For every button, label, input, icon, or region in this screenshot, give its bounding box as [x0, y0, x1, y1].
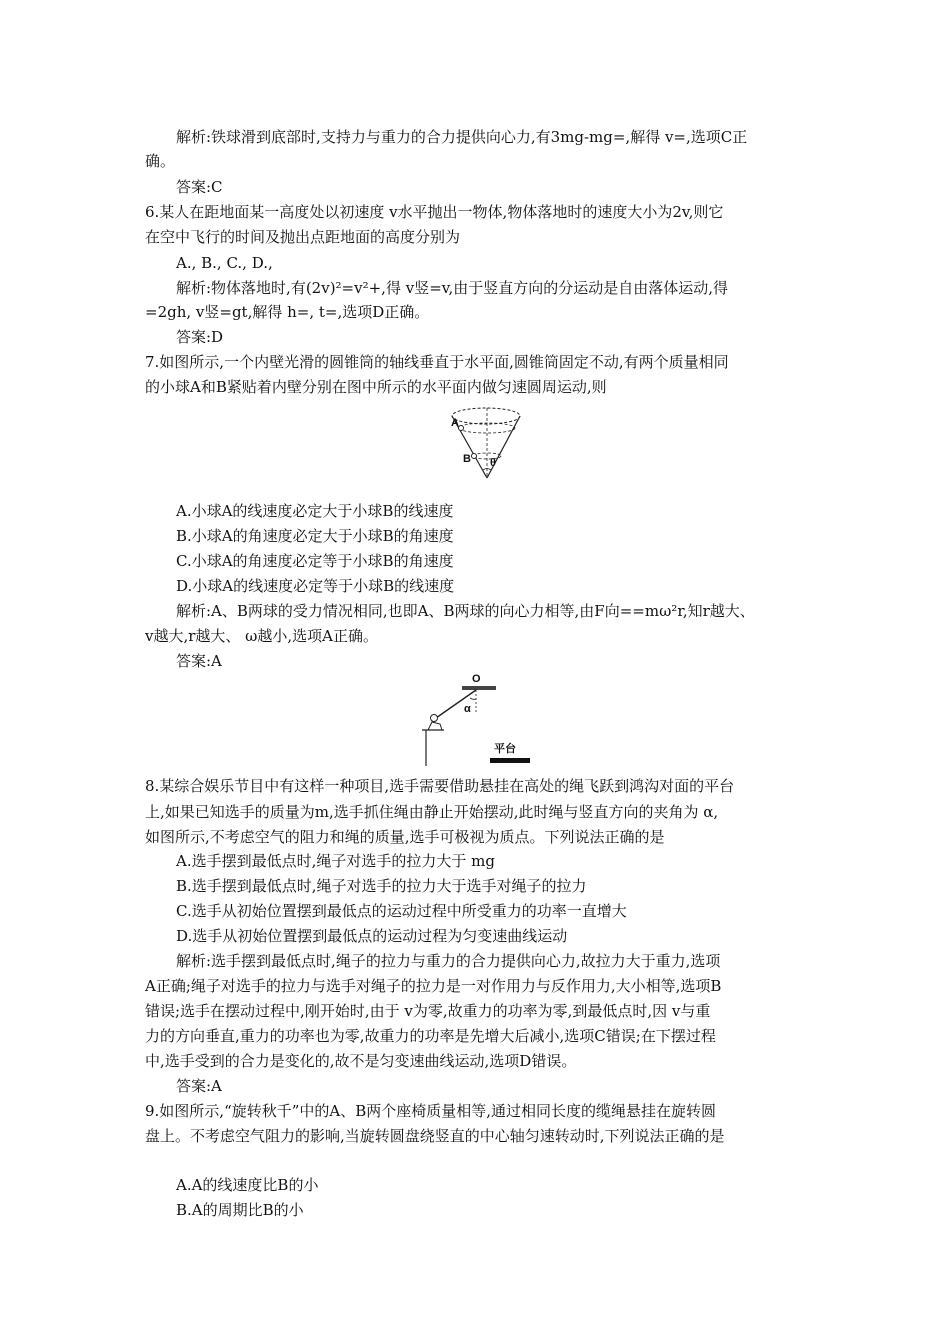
text-line-4: 6.某人在距地面某一高度处以初速度 v水平抛出一物体,物体落地时的速度大小为2v,则它 [145, 203, 724, 221]
player-body [428, 722, 442, 730]
label-o: O [472, 673, 481, 685]
label-b: B [463, 453, 471, 465]
text-line-13: B.小球A的角速度必定大于小球B的角速度 [176, 527, 454, 545]
text-line-14: C.小球A的角速度必定等于小球B的角速度 [176, 552, 454, 570]
alpha-arc [470, 698, 476, 699]
text-line-34: A.A的线速度比B的小 [176, 1176, 319, 1194]
player-head [431, 715, 438, 722]
text-line-6: A., B., C., D., [176, 254, 273, 272]
text-line-3: 答案:C [176, 178, 223, 196]
text-line-24: C.选手从初始位置摆到最低点的运动过程中所受重力的功率一直增大 [176, 902, 627, 920]
text-line-8: =2gh, v竖=gt,解得 h=, t=,选项D正确。 [145, 303, 430, 321]
text-line-27: A正确;绳子对选手的拉力与选手对绳子的拉力是一对作用力与反作用力,大小相等,选项B [145, 977, 722, 995]
cone-figure [448, 404, 524, 482]
target-platform [490, 758, 530, 763]
text-line-31: 答案:A [176, 1077, 222, 1095]
text-line-18: 答案:A [176, 652, 222, 670]
label-alpha: α [464, 703, 471, 715]
text-line-32: 9.如图所示,“旋转秋千”中的A、B两个座椅质量相等,通过相同长度的缆绳悬挂在旋转圆 [145, 1102, 717, 1120]
text-line-11: 的小球A和B紧贴着内壁分别在图中所示的水平面内做匀速圆周运动,则 [145, 378, 607, 396]
text-line-15: D.小球A的线速度必定等于小球B的线速度 [176, 577, 455, 595]
ball-b [472, 454, 477, 459]
text-line-10: 7.如图所示,一个内壁光滑的圆锥筒的轴线垂直于水平面,圆锥筒固定不动,有两个质量相同 [145, 353, 729, 371]
text-line-12: A.小球A的线速度必定大于小球B的线速度 [176, 502, 454, 520]
text-line-19: 8.某综合娱乐节目中有这样一种项目,选手需要借助悬挂在高处的绳飞跃到鸿沟对面的平台 [145, 777, 735, 795]
text-line-21: 如图所示,不考虑空气的阻力和绳的质量,选手可极视为质点。下列说法正确的是 [145, 828, 665, 846]
text-line-35: B.A的周期比B的小 [176, 1201, 304, 1219]
text-line-29: 力的方向垂直,重力的功率也为零,故重力的功率是先增大后减小,选项C错误;在下摆过程 [145, 1027, 716, 1045]
label-theta: θ [490, 457, 496, 469]
text-line-2: 确。 [145, 152, 176, 170]
text-line-22: A.选手摆到最低点时,绳子对选手的拉力大于 mg [176, 852, 495, 870]
text-line-16: 解析:A、B两球的受力情况相同,也即A、B两球的向心力相等,由F向==mω²r,知r越大、 [176, 602, 755, 620]
label-a: A [451, 417, 459, 429]
text-line-23: B.选手摆到最低点时,绳子对选手的拉力大于选手对绳子的拉力 [176, 877, 587, 895]
text-line-28: 错误;选手在摆动过程中,刚开始时,由于 v为零,故重力的功率为零,到最低点时,因 v与重 [145, 1002, 711, 1020]
cone-rim-ellipse [452, 408, 520, 424]
text-line-30: 中,选手受到的合力是变化的,故不是匀变速曲线运动,选项D错误。 [145, 1052, 577, 1070]
text-line-26: 解析:选手摆到最低点时,绳子的拉力与重力的合力提供向心力,故拉力大于重力,选项 [176, 952, 721, 970]
text-line-1: 解析:铁球滑到底部时,支持力与重力的合力提供向心力,有3mg-mg=,解得 v=,选项C正 [176, 128, 748, 146]
text-line-25: D.选手从初始位置摆到最低点的运动过程为匀变速曲线运动 [176, 927, 568, 945]
text-line-7: 解析:物体落地时,有(2v)²=v²+,得 v竖=v,由于竖直方向的分运动是自由落体运动,得 [176, 279, 728, 297]
text-line-33: 盘上。不考虑空气阻力的影响,当旋转圆盘绕竖直的中心轴匀速转动时,下列说法正确的是 [145, 1127, 725, 1145]
ball-a [459, 426, 464, 431]
text-line-20: 上,如果已知选手的质量为m,选手抓住绳由静止开始摆动,此时绳与竖直方向的夹角为 α, [145, 803, 719, 821]
text-line-5: 在空中飞行的时间及抛出点距地面的高度分别为 [145, 228, 461, 246]
swing-figure [418, 672, 534, 768]
label-platform: 平台 [494, 743, 516, 755]
text-line-17: v越大,r越大、 ω越小,选项A正确。 [145, 627, 379, 645]
ceiling-support [462, 686, 496, 690]
text-line-9: 答案:D [176, 328, 224, 346]
